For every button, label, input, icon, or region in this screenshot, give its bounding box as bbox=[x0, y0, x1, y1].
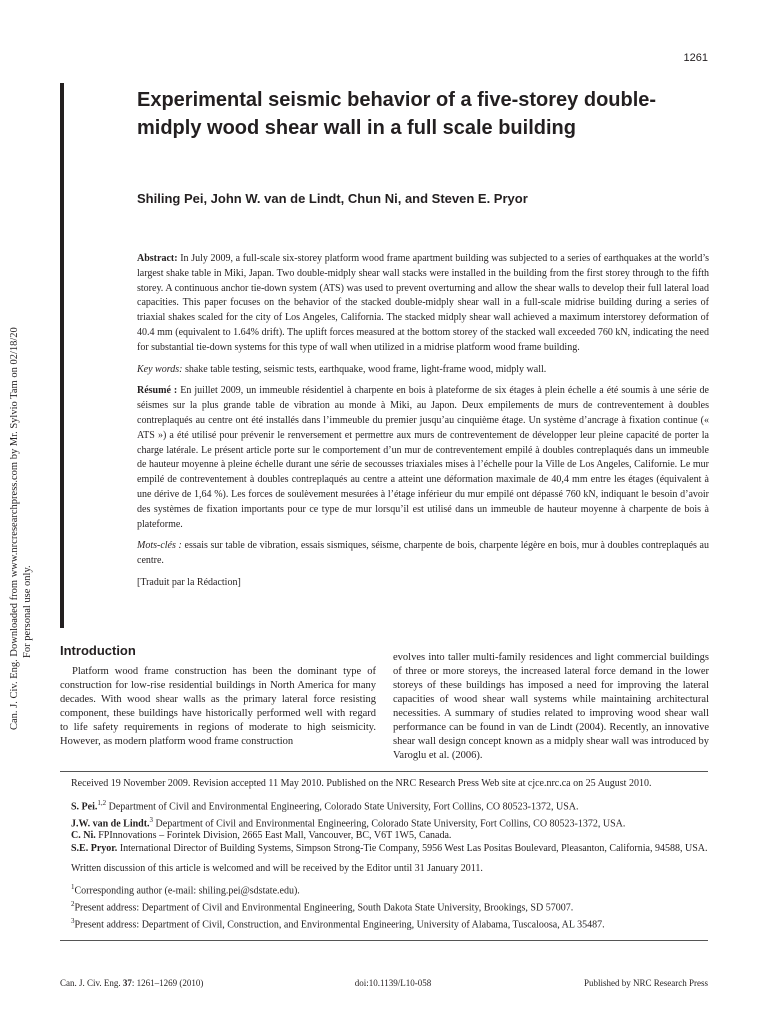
translation-note: [Traduit par la Rédaction] bbox=[137, 576, 241, 588]
affiliation-sup: 1,2 bbox=[97, 798, 107, 807]
affiliation-van-de-lindt bbox=[71, 814, 708, 831]
affiliation-text: Department of Civil and Environmental Engineering, Colorado State University, Fort Collins, CO 80523-1372, USA. bbox=[155, 817, 626, 829]
footnote-marker: 3 bbox=[71, 917, 75, 926]
footer-volume: 37 bbox=[122, 978, 132, 988]
page-number: 1261 bbox=[683, 52, 708, 64]
footer-citation bbox=[60, 978, 203, 988]
footer-journal: Can. J. Civ. Eng. bbox=[60, 978, 121, 988]
footnote-box bbox=[60, 771, 708, 941]
affiliation-name: J.W. van de Lindt. bbox=[71, 817, 150, 829]
affiliation-name: S. Pei. bbox=[71, 800, 98, 812]
download-notice bbox=[8, 250, 34, 730]
keywords-label: Key words: bbox=[137, 363, 183, 375]
mots-cles bbox=[137, 539, 709, 569]
affiliation-text: FPInnovations – Forintek Division, 2665 East Mall, Vancouver, BC, V6T 1W5, Canada. bbox=[98, 830, 452, 842]
introduction-column-1 bbox=[60, 665, 376, 749]
footnote-text: Corresponding author (e-mail: shiling.pei@sdstate.edu). bbox=[74, 885, 300, 897]
introduction-column-2 bbox=[393, 651, 709, 763]
footnote-2 bbox=[71, 898, 708, 915]
download-notice-line-1: Can. J. Civ. Eng. Downloaded from www.nrcresearchpress.com by Mr. Sylvio Tam on 02/18/20 bbox=[9, 327, 20, 730]
abstract-section bbox=[137, 252, 709, 598]
affiliation-text: Department of Civil and Environmental Engineering, Colorado State University, Fort Collins, CO 80523-1372, USA. bbox=[108, 800, 579, 812]
abstract-text: In July 2009, a full-scale six-storey platform wood frame apartment building was subjected to a series of earthquakes at the world’s largest shake table in Miki, Japan. Two double-midply shear wall stacks were installed in the building from the first storey through to the fifth storey. A continuous anchor tie-down system (ATS) was used to prevent overturning and allow the shear walls to develop their full lateral load capacities. This paper focuses on the behavior of the stacked double-midply shear wall in a full-scale midrise building during a series of triaxial shakes scaled for the city of Los Angeles, California. The stacked midply shear wall achieved a maximum interstorey deformation of 40.4 mm (equivalent to 1.64% drift). The uplift forces measured at the bottom storey of the stacked wall exceeded 760 kN, indicating the need for substantial tie-down systems for this type of wall when utilized in a midrise platform wood frame building. bbox=[137, 253, 709, 353]
keywords bbox=[137, 363, 709, 378]
author-list: Shiling Pei, John W. van de Lindt, Chun Ni, and Steven E. Pryor bbox=[137, 191, 528, 206]
affiliation-name: S.E. Pryor. bbox=[71, 843, 118, 855]
title-rule bbox=[60, 83, 64, 628]
footer-doi[interactable]: doi:10.1139/L10-058 bbox=[354, 978, 432, 988]
keywords-text: shake table testing, seismic tests, earthquake, wood frame, light-frame wood, midply wall. bbox=[184, 363, 547, 375]
footnote-1 bbox=[71, 881, 708, 898]
introduction-paragraph-2: evolves into taller multi-family residences and light commercial buildings of three or more storeys, the increased lateral force demand in the lower storeys of these buildings has imposed a need for improving the lateral capacities of wood shear wall systems while maintaining architectural necessities. A summary of studies related to improving wood shear wall performance can be found in van de Lindt (2004). Recently, an innovative shear wall design concept known as a midply shear wall was introduced by Varoglu et al. (2006). bbox=[393, 652, 709, 761]
footnote-text: Present address: Department of Civil, Construction, and Environmental Engineering, University of Alabama, Tuscaloosa, AL 35487. bbox=[74, 919, 605, 931]
affiliation-pryor bbox=[71, 843, 708, 856]
article-title: Experimental seismic behavior of a five-storey double-midply wood shear wall in a full scale building bbox=[137, 89, 657, 139]
introduction-heading: Introduction bbox=[60, 643, 136, 658]
affiliation-pei bbox=[71, 797, 708, 814]
affiliation-sup: 3 bbox=[149, 815, 154, 824]
footnote-text: Present address: Department of Civil and Environmental Engineering, South Dakota State University, Brookings, SD 57007. bbox=[74, 902, 574, 914]
introduction-paragraph-1: Platform wood frame construction has been the dominant type of construction for low-rise residential buildings in North America for many decades. With wood shear walls as the primary lateral force resisting component, these buildings have historically performed well with regard to life safety requirements in regions of moderate to high seismicity. However, as modern platform wood frame construction bbox=[60, 666, 376, 747]
affiliation-text: International Director of Building Systems, Simpson Strong-Tie Company, 5956 West Las Positas Boulevard, Pleasanton, California, 94588, USA. bbox=[119, 843, 708, 855]
footnote-3 bbox=[71, 915, 708, 932]
received-dates: Received 19 November 2009. Revision accepted 11 May 2010. Published on the NRC Research Press Web site at cjce.nrc.ca on 25 August 2010. bbox=[71, 778, 652, 789]
abstract bbox=[137, 252, 709, 356]
footnote-marker: 2 bbox=[71, 900, 75, 909]
resume bbox=[137, 384, 709, 532]
footnote-marker: 1 bbox=[71, 883, 75, 892]
affiliation-ni bbox=[71, 830, 708, 843]
affiliation-name: C. Ni. bbox=[71, 830, 96, 842]
mots-cles-label: Mots-clés : bbox=[137, 540, 182, 552]
abstract-label: Abstract: bbox=[137, 253, 178, 264]
discussion-note: Written discussion of this article is welcomed and will be received by the Editor until 31 January 2011. bbox=[71, 862, 483, 874]
resume-text: En juillet 2009, un immeuble résidentiel à charpente en bois à plateforme de six étages à plein échelle a été soumis à une série de séismes sur la plus grande table de vibration au monde à Miki, au Japon. Deux empilements de murs de contreventement à doubles contreplaqués au centre ont été installés dans l’immeuble du premier jusqu’au cinquième étage. Un système d’ancrage à fixation continue (« ATS ») a été utilisé pour prévenir le renversement et permettre aux murs de contreventement de développer leur pleine capacité de porter la charge latérale. Le présent article porte sur le comportement d’un mur de contreventement empilé à doubles contreplaqués dans un immeuble de hauteur moyenne à pleine échelle durant une série de secousses triaxiales mises à l’échelle pour la Ville de Los Angeles, Californie. Le mur empilé de contreventement à doubles contreplaqués au centre a atteint une déformation maximale de 40,4 mm entre les étages (équivalent à une dérive de 1,64 %). Les forces de soulèvement mesurées à l’étage inférieur du mur empilé ont dépassé 760 kN, indiquant le besoin d’avoir des systèmes de fixation importants pour ce type de mur lorsqu’il est utilisé dans un immeuble de hauteur moyenne à charpente de bois à plateforme. bbox=[137, 385, 710, 530]
mots-cles-text: essais sur table de vibration, essais sismiques, séisme, charpente de bois, charpente légère en bois, mur à doubles contreplaqués au centre. bbox=[137, 540, 709, 567]
footer-pages: : 1261–1269 (2010) bbox=[131, 978, 204, 988]
footer-publisher: Published by NRC Research Press bbox=[584, 978, 708, 988]
resume-label: Résumé : bbox=[137, 385, 178, 397]
download-notice-line-2: For personal use only. bbox=[22, 565, 33, 658]
